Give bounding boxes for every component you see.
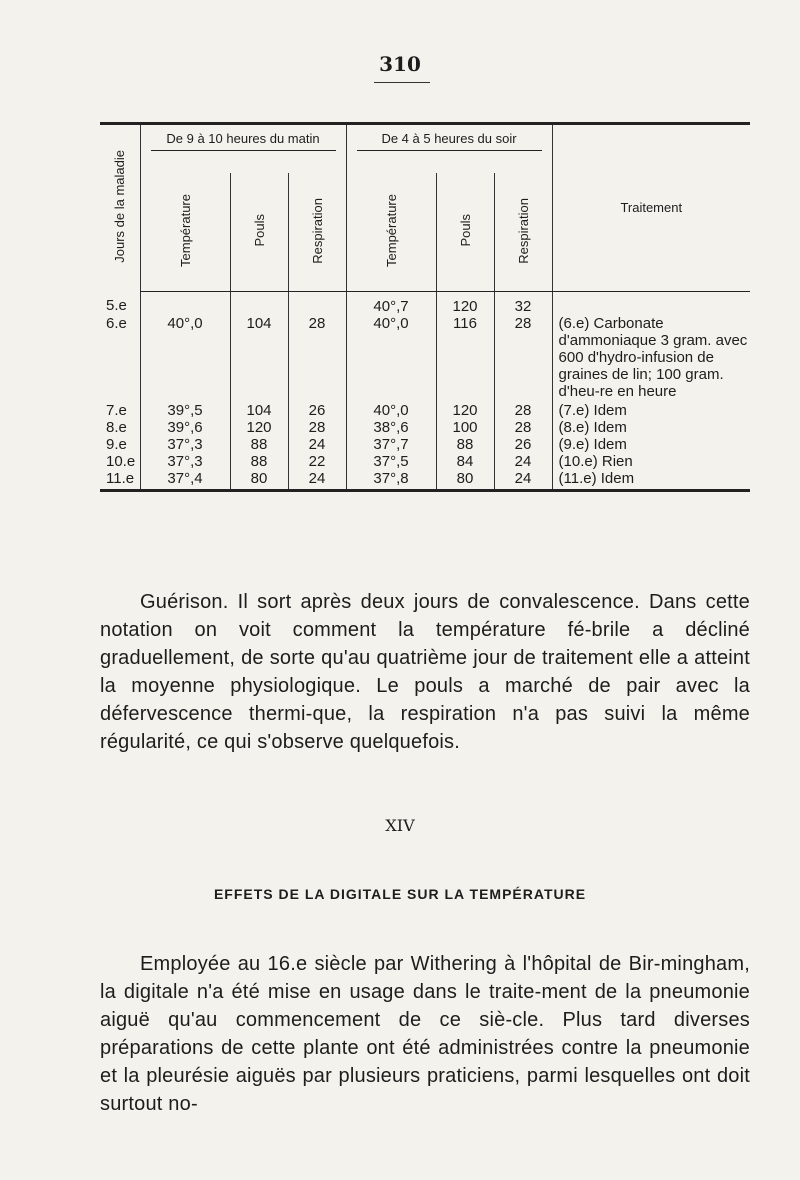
cell-treatment: (6.e) Carbonate d'ammoniaque 3 gram. avec 600 d'hydro-infusion de graines de lin; 100 gram. d'heu-re en heure (552, 315, 750, 402)
header-evening-resp: Respiration (494, 173, 552, 291)
header-morning: De 9 à 10 heures du matin (140, 124, 346, 174)
cell-treatment: (10.e) Rien (552, 453, 750, 470)
data-table (100, 122, 750, 492)
cell-evening-pouls: 100 (436, 419, 494, 436)
cell-day: 11.e (100, 470, 140, 491)
cell-morning-temp: 37°,3 (140, 453, 230, 470)
cell-evening-pouls: 120 (436, 402, 494, 419)
cell-day: 10.e (106, 452, 136, 470)
cell-treatment: (11.e) Idem (552, 470, 750, 491)
cell-evening-temp: 40°,0 (346, 315, 436, 402)
cell-morning-resp: 26 (288, 402, 346, 419)
cell-treatment (552, 291, 750, 315)
cell-evening-pouls: 80 (436, 470, 494, 491)
cell-evening-resp: 24 (494, 453, 552, 470)
section-title: EFFETS DE LA DIGITALE SUR LA TEMPÉRATURE (213, 886, 587, 902)
table-row (100, 470, 750, 491)
cell-treatment: (8.e) Idem (552, 419, 750, 436)
cell-morning-resp: 24 (288, 436, 346, 453)
cell-evening-resp: 24 (494, 470, 552, 491)
cell-evening-resp: 28 (494, 315, 552, 402)
table-row (100, 419, 750, 436)
cell-evening-temp: 40°,0 (346, 402, 436, 419)
cell-morning-temp: 40°,0 (140, 315, 230, 402)
cell-day: 7.e (106, 401, 127, 419)
cell-evening-temp: 37°,7 (346, 436, 436, 453)
header-morning-pouls: Pouls (230, 173, 288, 291)
cell-morning-pouls: 88 (230, 436, 288, 453)
header-evening-pouls: Pouls (436, 173, 494, 291)
cell-morning-temp: 37°,4 (140, 470, 230, 491)
cell-day: 5.e (106, 297, 127, 314)
cell-morning-resp: 28 (288, 419, 346, 436)
cell-morning-pouls: 80 (230, 470, 288, 491)
header-morning-temp: Température (140, 173, 230, 291)
cell-evening-pouls: 84 (436, 453, 494, 470)
cell-evening-pouls: 88 (436, 436, 494, 453)
cell-evening-temp: 37°,8 (346, 470, 436, 491)
cell-morning-pouls: 104 (230, 315, 288, 402)
cell-evening-resp: 28 (494, 402, 552, 419)
header-treatment: Traitement (552, 124, 750, 292)
cell-evening-temp: 37°,5 (346, 453, 436, 470)
cell-evening-temp: 40°,7 (346, 291, 436, 315)
cell-morning-pouls: 88 (230, 453, 288, 470)
cell-morning-resp: 22 (288, 453, 346, 470)
table-row (100, 315, 750, 402)
page-number: 310 (379, 52, 421, 76)
header-evening-temp: Température (346, 173, 436, 291)
paragraph-guerison: Guérison. Il sort après deux jours de convalescence. Dans cette notation on voit comment la température fé-brile a décliné graduellement, de sorte qu'au quatrième jour de traitement elle a atteint la moyenne physiologique. Le pouls a marché de pair avec la défervescence thermi-que, la respiration n'a pas suivi la même régularité, ce qui s'observe quelquefois. (100, 591, 750, 753)
cell-treatment: (9.e) Idem (552, 436, 750, 453)
cell-morning-resp: 24 (288, 470, 346, 491)
cell-evening-resp: 26 (494, 436, 552, 453)
table-row (100, 402, 750, 419)
header-morning-resp: Respiration (288, 173, 346, 291)
table-row (100, 291, 750, 315)
cell-morning-pouls (230, 291, 288, 315)
cell-day: 8.e (106, 418, 127, 436)
header-evening: De 4 à 5 heures du soir (346, 124, 552, 174)
cell-day: 6.e (106, 314, 127, 332)
cell-morning-temp: 39°,5 (140, 402, 230, 419)
cell-evening-temp: 38°,6 (346, 419, 436, 436)
cell-evening-resp: 28 (494, 419, 552, 436)
table-row (100, 453, 750, 470)
header-jours: Jours de la maladie (100, 124, 140, 292)
cell-morning-temp (140, 291, 230, 315)
cell-morning-temp: 37°,3 (140, 436, 230, 453)
paragraph-digitale: Employée au 16.e siècle par Withering à l'hôpital de Bir-mingham, la digitale n'a été mise en usage dans le traite-ment de la pneumonie aiguë qu'au commencement de ce siè-cle. Plus tard diverses préparations de cette plante ont été administrées contre la pneumonie et la pleurésie aiguës par plusieurs praticiens, parmi lesquelles ont doit surtout no- (100, 953, 750, 1115)
cell-day: 9.e (106, 435, 127, 453)
cell-morning-temp: 39°,6 (140, 419, 230, 436)
section-number: XIV (385, 816, 415, 835)
table-row (100, 436, 750, 453)
cell-morning-resp: 28 (288, 315, 346, 402)
cell-treatment: (7.e) Idem (552, 402, 750, 419)
page-number-rule (374, 82, 430, 83)
cell-evening-resp: 32 (494, 291, 552, 315)
cell-morning-pouls: 120 (230, 419, 288, 436)
cell-morning-pouls: 104 (230, 402, 288, 419)
cell-morning-resp (288, 291, 346, 315)
cell-evening-pouls: 120 (436, 291, 494, 315)
cell-evening-pouls: 116 (436, 315, 494, 402)
